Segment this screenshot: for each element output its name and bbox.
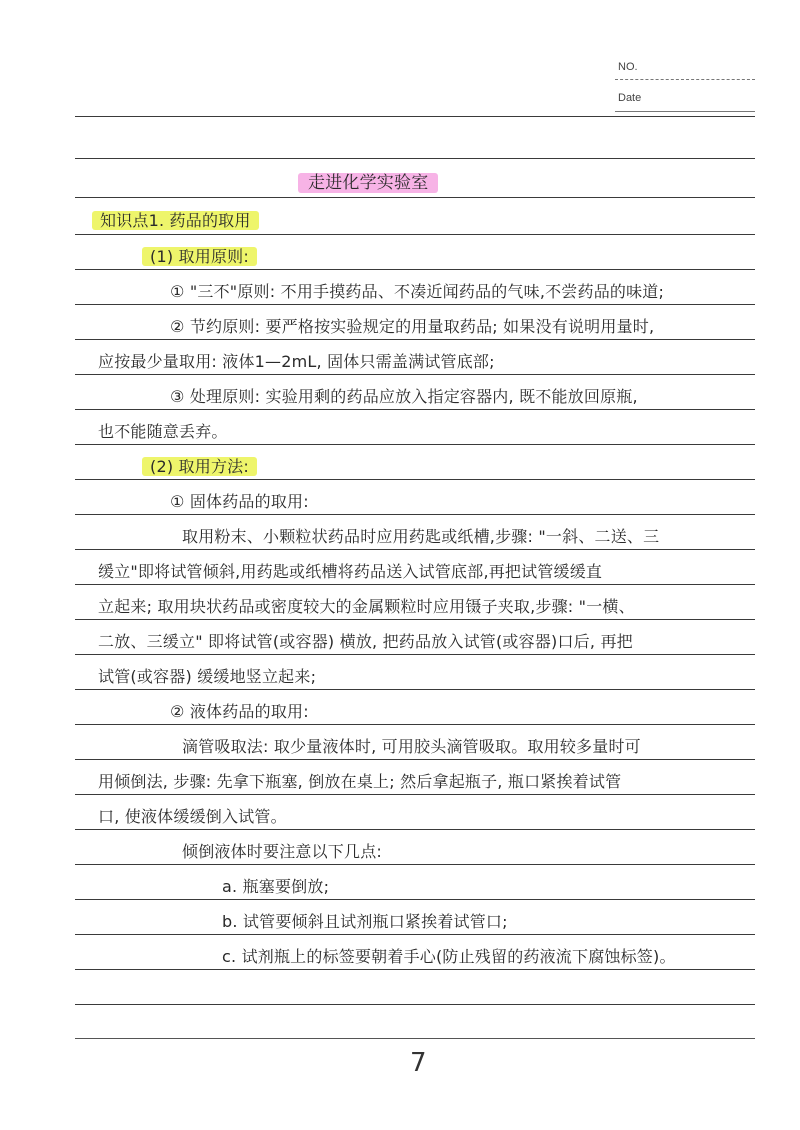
date-label: Date bbox=[618, 92, 642, 104]
ruled-line bbox=[75, 654, 755, 655]
ruled-line bbox=[75, 794, 755, 795]
ruled-line bbox=[75, 409, 755, 410]
subheading-methods: (2) 取用方法: bbox=[142, 456, 257, 478]
text-line: 立起来; 取用块状药品或密度较大的金属颗粒时应用镊子夹取,步骤: "一横、 bbox=[98, 597, 635, 616]
ruled-line bbox=[75, 969, 755, 970]
ruled-line bbox=[75, 829, 755, 830]
text-line: 应按最少量取用: 液体1—2mL, 固体只需盖满试管底部; bbox=[98, 352, 495, 371]
ruled-line bbox=[75, 619, 755, 620]
page-number: 7 bbox=[410, 1048, 427, 1078]
ruled-line bbox=[75, 1038, 755, 1039]
ruled-line bbox=[75, 584, 755, 585]
text-line: 用倾倒法, 步骤: 先拿下瓶塞, 倒放在桌上; 然后拿起瓶子, 瓶口紧挨着试管 bbox=[98, 772, 622, 791]
ruled-line bbox=[75, 444, 755, 445]
ruled-line bbox=[75, 899, 755, 900]
ruled-line bbox=[75, 339, 755, 340]
number-label: NO. bbox=[618, 61, 638, 73]
pour-point: b. 试管要倾斜且试剂瓶口紧挨着试管口; bbox=[222, 912, 508, 931]
ruled-line bbox=[75, 479, 755, 480]
date-line bbox=[615, 111, 755, 112]
text-line: 也不能随意丢弃。 bbox=[98, 422, 228, 441]
pour-point: c. 试剂瓶上的标签要朝着手心(防止残留的药液流下腐蚀标签)。 bbox=[222, 947, 676, 966]
ruled-line bbox=[75, 304, 755, 305]
text-line: 滴管吸取法: 取少量液体时, 可用胶头滴管吸取。取用较多量时可 bbox=[182, 737, 641, 756]
ruled-line bbox=[75, 689, 755, 690]
solid-title: ① 固体药品的取用: bbox=[170, 492, 309, 511]
ruled-line bbox=[75, 724, 755, 725]
ruled-line bbox=[75, 934, 755, 935]
page-title: 走进化学实验室 bbox=[298, 172, 438, 194]
number-dashed-line bbox=[615, 79, 755, 80]
liquid-title: ② 液体药品的取用: bbox=[170, 702, 309, 721]
pour-point: a. 瓶塞要倒放; bbox=[222, 877, 330, 896]
pour-title: 倾倒液体时要注意以下几点: bbox=[182, 842, 382, 861]
ruled-line bbox=[75, 759, 755, 760]
ruled-line bbox=[75, 197, 755, 198]
text-line: 缓立"即将试管倾斜,用药匙或纸槽将药品送入试管底部,再把试管缓缓直 bbox=[98, 562, 603, 581]
ruled-line bbox=[75, 269, 755, 270]
section-heading: 知识点1. 药品的取用 bbox=[92, 210, 259, 232]
text-line: 取用粉末、小颗粒状药品时应用药匙或纸槽,步骤: "一斜、二送、三 bbox=[182, 527, 660, 546]
ruled-line bbox=[75, 864, 755, 865]
ruled-line bbox=[75, 158, 755, 159]
ruled-line bbox=[75, 234, 755, 235]
ruled-line bbox=[75, 514, 755, 515]
subheading-principles: (1) 取用原则: bbox=[142, 246, 257, 268]
text-line: ② 节约原则: 要严格按实验规定的用量取药品; 如果没有说明用量时, bbox=[170, 317, 655, 336]
ruled-line bbox=[75, 374, 755, 375]
text-line: ① "三不"原则: 不用手摸药品、不凑近闻药品的气味,不尝药品的味道; bbox=[170, 282, 665, 301]
ruled-line bbox=[75, 549, 755, 550]
text-line: 二放、三缓立" 即将试管(或容器) 横放, 把药品放入试管(或容器)口后, 再把 bbox=[98, 632, 633, 651]
ruled-line bbox=[75, 1004, 755, 1005]
ruled-line bbox=[75, 116, 755, 117]
text-line: 试管(或容器) 缓缓地竖立起来; bbox=[98, 667, 317, 686]
text-line: ③ 处理原则: 实验用剩的药品应放入指定容器内, 既不能放回原瓶, bbox=[170, 387, 638, 406]
text-line: 口, 使液体缓缓倒入试管。 bbox=[98, 807, 287, 826]
